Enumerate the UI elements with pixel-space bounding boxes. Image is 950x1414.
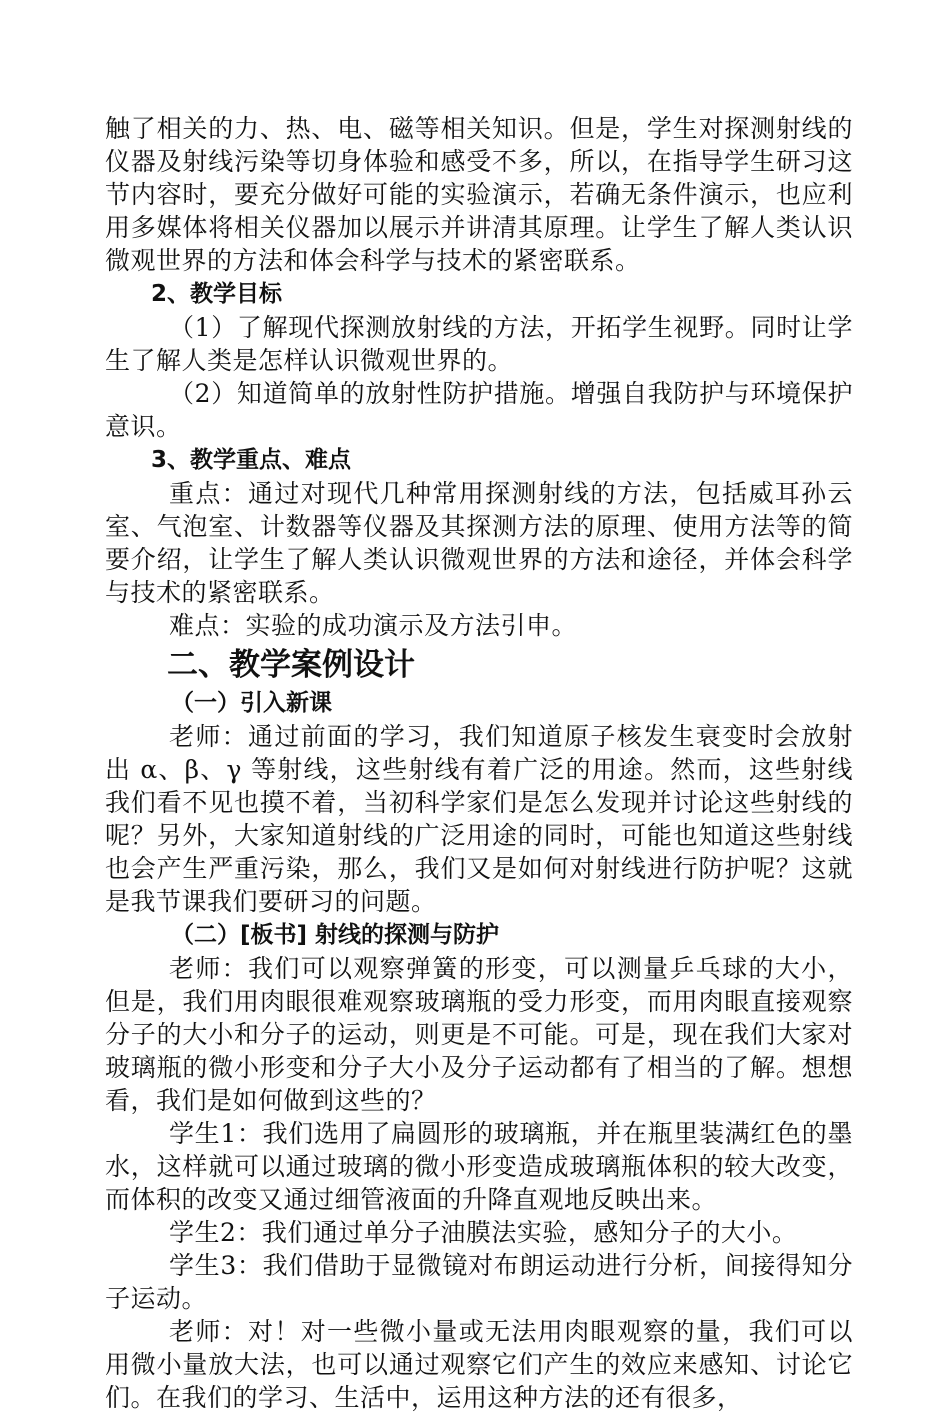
subsection-1-heading: （一）引入新课 (171, 690, 332, 716)
difficulty-paragraph: 难点：实验的成功演示及方法引申。 (169, 611, 578, 640)
teacher-question-paragraph: 老师：我们可以观察弹簧的形变，可以测量乒乓球的大小，但是，我们用肉眼很难观察玻璃瓶的受力形变，而用肉眼直接观察分子的大小和分子的运动，则更是不可能。可是，现在我们大家对玻璃瓶的微小形变和分子大小及分子运动都有了相当的了解。想想看，我们是如何做到这些的？ (105, 954, 853, 1115)
student-3-paragraph: 学生3：我们借助于显微镜对布朗运动进行分析，间接得知分子运动。 (105, 1251, 853, 1313)
focus-paragraph: 重点：通过对现代几种常用探测射线的方法，包括威耳孙云室、气泡室、计数器等仪器及其探测方法的原理、使用方法等的简要介绍，让学生了解人类认识微观世界的方法和途径，并体会科学与技术的紧密联系。 (105, 479, 853, 607)
goal-item-2: （2）知道简单的放射性防护措施。增强自我防护与环境保护意识。 (105, 379, 853, 441)
goals-heading: 2、教学目标 (151, 281, 283, 307)
teacher-answer-paragraph: 老师：对！对一些微小量或无法用肉眼观察的量，我们可以用微小量放大法，也可以通过观察它们产生的效应来感知、讨论它们。在我们的学习、生活中，运用这种方法的还有很多， (105, 1317, 853, 1412)
student-1-paragraph: 学生1：我们选用了扁圆形的玻璃瓶，并在瓶里装满红色的墨水，这样就可以通过玻璃的微小形变造成玻璃瓶体积的较大改变，而体积的改变又通过细管液面的升降直观地反映出来。 (105, 1119, 853, 1214)
document-page (105, 112, 853, 1414)
goal-item-1: （1）了解现代探测放射线的方法，开拓学生视野。同时让学生了解人类是怎样认识微观世界的。 (105, 313, 853, 375)
teacher-intro-paragraph: 老师：通过前面的学习，我们知道原子核发生衰变时会放射出 α、β、γ 等射线，这些射线有着广泛的用途。然而，这些射线我们看不见也摸不着，当初科学家们是怎么发现并讨论这些射线的呢？另外，大家知道射线的广泛用途的同时，可能也知道这些射线也会产生严重污染，那么，我们又是如何对射线进行防护呢？这就是我节课我们要研习的问题。 (105, 722, 853, 916)
intro-paragraph: 触了相关的力、热、电、磁等相关知识。但是，学生对探测射线的仪器及射线污染等切身体验和感受不多，所以，在指导学生研习这节内容时，要充分做好可能的实验演示，若确无条件演示，也应利用多媒体将相关仪器加以展示并讲清其原理。让学生了解人类认识微观世界的方法和体会科学与技术的紧密联系。 (105, 114, 853, 275)
section-heading: 二、教学案例设计 (167, 647, 415, 683)
student-2-paragraph: 学生2：我们通过单分子油膜法实验，感知分子的大小。 (169, 1218, 798, 1247)
subsection-2-heading: （二）[板书] 射线的探测与防护 (171, 922, 500, 948)
key-points-heading: 3、教学重点、难点 (151, 447, 352, 473)
